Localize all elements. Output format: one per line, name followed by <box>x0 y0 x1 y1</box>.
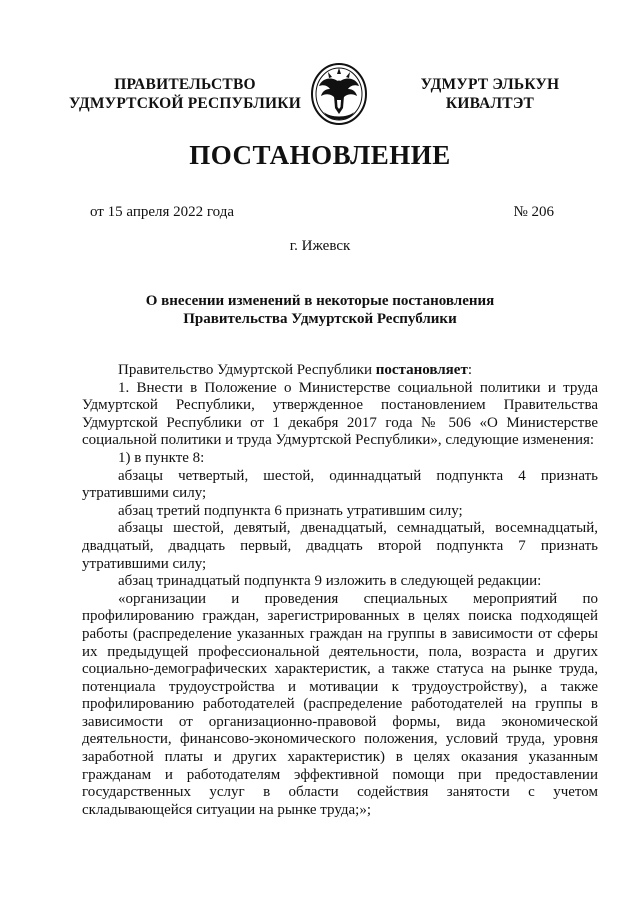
government-name-line2: УДМУРТСКОЙ РЕСПУБЛИКИ <box>69 95 301 112</box>
udmurt-coat-of-arms-icon <box>310 62 368 126</box>
paragraph-6: абзац тринадцатый подпункта 9 изложить в следующей редакции: <box>118 573 542 590</box>
paragraph-4: абзац третий подпункта 6 признать утратившим силу; <box>118 502 463 519</box>
intro-text: Правительство Удмуртской Республики <box>118 362 376 378</box>
document-subject <box>100 292 540 328</box>
paragraph-3: абзацы четвертый, шестой, одиннадцатый подпункта 4 признать утратившими силу; <box>82 467 598 502</box>
document-body <box>82 362 598 819</box>
document-date: от 15 апреля 2022 года <box>90 204 235 220</box>
document-subject-line2: Правительства Удмуртской Республики <box>183 311 457 327</box>
paragraph-7: «организации и проведения специальных мероприятий по профилированию граждан, зарегистрированных в целях поиска подходящей работы (распределение указанных граждан на группы в зависимости от сферы их предыдущей профессиональной деятельности, пола, возраста и других социально-демографических характеристик, а также статуса на рынке труда, потенциала трудоустройства и мотивации к трудоустройству), а также профилированию работодателей (распределение работодателей на группы в зависимости от организационно-правовой формы, вида экономической деятельности, финансово-экономического положения, условий труда, уровня заработной платы и других характеристик) в целях оказания указанным гражданам и работодателям эффективной помощи при предоставлении государственных услуг в области содействия занятости с учетом складывающейся ситуации на рынке труда;»; <box>82 590 598 818</box>
document-type-title: ПОСТАНОВЛЕНИЕ <box>189 140 451 170</box>
coat-of-arms-graphic <box>310 62 368 126</box>
government-name-udmurt-line2: КИВАЛТЭТ <box>445 95 535 112</box>
paragraph-5: абзацы шестой, девятый, двенадцатый, семнадцатый, восемнадцатый, двадцатый, двадцать первый, двадцать второй подпункта 7 признать утратившими силу; <box>82 520 598 572</box>
government-name-line1: ПРАВИТЕЛЬСТВО <box>114 76 256 93</box>
document-subject-line1: О внесении изменений в некоторые постановления <box>145 293 495 309</box>
intro-paragraph <box>82 362 598 380</box>
government-name-udmurt-line1: УДМУРТ ЭЛЬКУН <box>420 76 560 93</box>
document-number: № 206 <box>513 204 554 220</box>
paragraph-1: 1. Внести в Положение о Министерстве социальной политики и труда Удмуртской Республики, утвержденное постановлением Правительства Удмуртской Республики от 1 декабря 2017 года № 506 «О Министерстве социальной политики и труда Удмуртской Республики», следующие изменения: <box>82 379 598 449</box>
paragraph-2: 1) в пункте 8: <box>118 449 205 466</box>
intro-bold-verb: постановляет <box>375 362 468 378</box>
government-name-udmurt <box>400 75 580 113</box>
document-city: г. Ижевск <box>289 238 351 254</box>
government-name-russian <box>60 75 310 113</box>
intro-end: : <box>467 362 472 378</box>
